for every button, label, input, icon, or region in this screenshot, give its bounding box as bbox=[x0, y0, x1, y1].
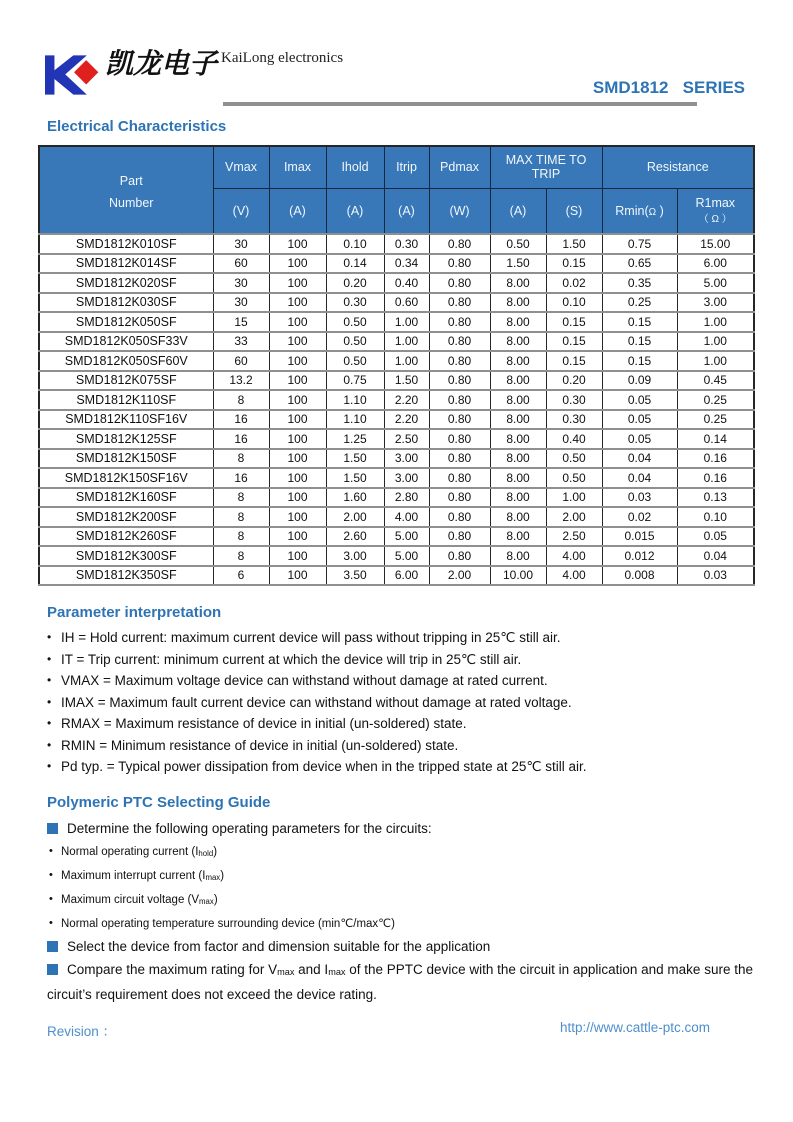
value-cell: 100 bbox=[269, 507, 326, 527]
value-cell: 0.05 bbox=[677, 527, 754, 547]
table-row bbox=[39, 351, 754, 371]
table-row bbox=[39, 332, 754, 352]
value-cell: 2.00 bbox=[429, 566, 490, 586]
value-cell: 0.35 bbox=[602, 273, 677, 293]
value-cell: 5.00 bbox=[677, 273, 754, 293]
table-row bbox=[39, 566, 754, 586]
value-cell: 0.80 bbox=[429, 312, 490, 332]
part-number-cell: SMD1812K300SF bbox=[39, 546, 213, 566]
col-resistance: Resistance bbox=[602, 146, 754, 188]
value-cell: 0.05 bbox=[602, 410, 677, 430]
website-link[interactable]: http://www.cattle-ptc.com bbox=[559, 1019, 710, 1035]
part-number-cell: SMD1812K150SF16V bbox=[39, 468, 213, 488]
company-name-english: KaiLong electronics bbox=[221, 50, 344, 66]
unit-trip-a: (A) bbox=[490, 188, 546, 234]
electrical-characteristics-title: Electrical Characteristics bbox=[47, 118, 227, 135]
selecting-guide-title: Polymeric PTC Selecting Guide bbox=[47, 793, 271, 811]
value-cell: 0.15 bbox=[602, 312, 677, 332]
value-cell: 8 bbox=[213, 507, 269, 527]
guide-text: Maximum interrupt current $(I_{max})$ bbox=[61, 869, 225, 882]
value-cell: 8 bbox=[213, 488, 269, 508]
header-divider bbox=[223, 102, 697, 106]
table-row bbox=[39, 234, 754, 254]
value-cell: 0.04 bbox=[602, 449, 677, 469]
value-cell: 0.34 bbox=[384, 254, 429, 274]
value-cell: 0.40 bbox=[546, 429, 602, 449]
unit-ihold: (A) bbox=[326, 188, 384, 234]
value-cell: 0.05 bbox=[602, 390, 677, 410]
table-row bbox=[39, 273, 754, 293]
part-number-cell: SMD1812K150SF bbox=[39, 449, 213, 469]
parameter-item bbox=[47, 627, 753, 649]
table-row bbox=[39, 527, 754, 547]
value-cell: 16 bbox=[213, 468, 269, 488]
square-bullet-icon bbox=[47, 823, 58, 834]
value-cell: 100 bbox=[269, 449, 326, 469]
value-cell: 30 bbox=[213, 273, 269, 293]
value-cell: 3.00 bbox=[384, 449, 429, 469]
unit-pdmax: (W) bbox=[429, 188, 490, 234]
parameter-item bbox=[47, 692, 753, 714]
value-cell: 0.03 bbox=[677, 566, 754, 586]
part-number-cell: SMD1812K075SF bbox=[39, 371, 213, 391]
value-cell: 2.00 bbox=[326, 507, 384, 527]
value-cell: 3.00 bbox=[384, 468, 429, 488]
value-cell: 0.25 bbox=[677, 390, 754, 410]
value-cell: 0.30 bbox=[326, 293, 384, 313]
value-cell: 100 bbox=[269, 371, 326, 391]
value-cell: 8 bbox=[213, 449, 269, 469]
parameter-interpretation-title: Parameter interpretation bbox=[47, 604, 222, 621]
value-cell: 8.00 bbox=[490, 468, 546, 488]
value-cell: 8.00 bbox=[490, 429, 546, 449]
value-cell: 1.50 bbox=[326, 449, 384, 469]
value-cell: 0.50 bbox=[326, 332, 384, 352]
value-cell: 2.20 bbox=[384, 390, 429, 410]
value-cell: 4.00 bbox=[546, 546, 602, 566]
value-cell: 1.00 bbox=[677, 351, 754, 371]
value-cell: 0.16 bbox=[677, 449, 754, 469]
part-number-cell: SMD1812K160SF bbox=[39, 488, 213, 508]
parameter-item bbox=[47, 713, 753, 735]
col-ihold: Ihold bbox=[326, 146, 384, 188]
value-cell: 15 bbox=[213, 312, 269, 332]
value-cell: 0.15 bbox=[546, 332, 602, 352]
value-cell: 15.00 bbox=[677, 234, 754, 254]
company-name-chinese: 凯龙电子 bbox=[105, 49, 218, 80]
value-cell: 0.05 bbox=[602, 429, 677, 449]
value-cell: 0.80 bbox=[429, 254, 490, 274]
guide-text: Compare the maximum rating for $V_{max}$ and $I_{max}$ of the PPTC device with the circuit in application and make sure the circuit’s requirement does not exceed the device rating. bbox=[47, 961, 753, 1002]
square-bullet-icon bbox=[47, 941, 58, 952]
guide-text: Normal operating current $(I_{hold})$ bbox=[61, 845, 218, 858]
parameter-item bbox=[47, 735, 753, 757]
bullet-icon: • bbox=[47, 716, 52, 730]
value-cell: 5.00 bbox=[384, 546, 429, 566]
value-cell: 60 bbox=[213, 254, 269, 274]
unit-trip-s: (S) bbox=[546, 188, 602, 234]
value-cell: 0.80 bbox=[429, 351, 490, 371]
value-cell: 5.00 bbox=[384, 527, 429, 547]
value-cell: 1.25 bbox=[326, 429, 384, 449]
value-cell: 8.00 bbox=[490, 351, 546, 371]
guide-item bbox=[49, 912, 757, 935]
part-number-cell: SMD1812K050SF60V bbox=[39, 351, 213, 371]
table-row bbox=[39, 254, 754, 274]
value-cell: 8.00 bbox=[490, 390, 546, 410]
value-cell: 0.13 bbox=[677, 488, 754, 508]
table-row bbox=[39, 410, 754, 430]
value-cell: 60 bbox=[213, 351, 269, 371]
guide-text: Normal operating temperature surrounding device (min℃/max℃) bbox=[61, 917, 395, 930]
table-row bbox=[39, 390, 754, 410]
bullet-icon: • bbox=[47, 694, 52, 709]
value-cell: 0.40 bbox=[384, 273, 429, 293]
value-cell: 0.50 bbox=[546, 449, 602, 469]
parameter-list bbox=[47, 627, 753, 778]
table-row bbox=[39, 488, 754, 508]
col-pdmax: Pdmax bbox=[429, 146, 490, 188]
value-cell: 8.00 bbox=[490, 507, 546, 527]
value-cell: 100 bbox=[269, 527, 326, 547]
value-cell: 0.15 bbox=[602, 332, 677, 352]
value-cell: 0.20 bbox=[546, 371, 602, 391]
value-cell: 1.50 bbox=[384, 371, 429, 391]
value-cell: 0.50 bbox=[326, 351, 384, 371]
bullet-icon: • bbox=[47, 737, 52, 752]
value-cell: 0.80 bbox=[429, 449, 490, 469]
electrical-characteristics-table bbox=[38, 145, 755, 586]
guide-item bbox=[47, 958, 757, 1006]
value-cell: 33 bbox=[213, 332, 269, 352]
value-cell: 0.80 bbox=[429, 527, 490, 547]
table-row bbox=[39, 371, 754, 391]
value-cell: 10.00 bbox=[490, 566, 546, 586]
value-cell: 0.10 bbox=[546, 293, 602, 313]
value-cell: 0.15 bbox=[602, 351, 677, 371]
unit-itrip: (A) bbox=[384, 188, 429, 234]
parameter-text: IMAX = Maximum fault current device can withstand without damage at rated voltage. bbox=[61, 694, 572, 710]
value-cell: 0.65 bbox=[602, 254, 677, 274]
value-cell: 1.00 bbox=[546, 488, 602, 508]
table-row bbox=[39, 312, 754, 332]
kailong-k-diamond-logo-icon bbox=[45, 50, 99, 100]
value-cell: 8 bbox=[213, 390, 269, 410]
parameter-text: RMIN = Minimum resistance of device in initial (un-soldered) state. bbox=[61, 737, 459, 753]
value-cell: 0.20 bbox=[326, 273, 384, 293]
guide-list bbox=[47, 817, 757, 1006]
value-cell: 2.20 bbox=[384, 410, 429, 430]
value-cell: 0.012 bbox=[602, 546, 677, 566]
value-cell: 1.00 bbox=[677, 312, 754, 332]
value-cell: 0.04 bbox=[677, 546, 754, 566]
table-body bbox=[39, 234, 754, 585]
value-cell: 8.00 bbox=[490, 527, 546, 547]
series-title: SMD1812 SERIES bbox=[592, 78, 745, 97]
guide-text: Maximum circuit voltage $(V_{max})$ bbox=[61, 893, 218, 906]
value-cell: 0.16 bbox=[677, 468, 754, 488]
bullet-icon: • bbox=[49, 916, 53, 929]
bullet-icon: • bbox=[47, 651, 52, 666]
value-cell: 0.50 bbox=[546, 468, 602, 488]
part-number-cell: SMD1812K350SF bbox=[39, 566, 213, 586]
guide-item bbox=[47, 817, 757, 840]
value-cell: 1.60 bbox=[326, 488, 384, 508]
value-cell: 16 bbox=[213, 429, 269, 449]
guide-text: Select the device from factor and dimension suitable for the application bbox=[67, 938, 491, 954]
value-cell: 0.80 bbox=[429, 234, 490, 254]
table-row bbox=[39, 293, 754, 313]
guide-item bbox=[49, 864, 757, 888]
value-cell: 0.30 bbox=[384, 234, 429, 254]
value-cell: 30 bbox=[213, 293, 269, 313]
parameter-text: IT = Trip current: minimum current at which the device will trip in 25℃ still air. bbox=[61, 651, 522, 667]
value-cell: 0.80 bbox=[429, 410, 490, 430]
value-cell: 1.10 bbox=[326, 390, 384, 410]
value-cell: 3.50 bbox=[326, 566, 384, 586]
guide-text: Determine the following operating parameters for the circuits: bbox=[67, 820, 432, 836]
bullet-icon: • bbox=[47, 630, 52, 644]
value-cell: 0.04 bbox=[602, 468, 677, 488]
value-cell: 0.02 bbox=[602, 507, 677, 527]
value-cell: 0.14 bbox=[677, 429, 754, 449]
value-cell: 100 bbox=[269, 351, 326, 371]
value-cell: 8.00 bbox=[490, 312, 546, 332]
value-cell: 0.80 bbox=[429, 507, 490, 527]
table-row bbox=[39, 449, 754, 469]
col-r1max: R1max （ Ω ） bbox=[677, 188, 754, 234]
value-cell: 100 bbox=[269, 410, 326, 430]
value-cell: 0.50 bbox=[326, 312, 384, 332]
value-cell: 0.45 bbox=[677, 371, 754, 391]
value-cell: 0.15 bbox=[546, 351, 602, 371]
value-cell: 8.00 bbox=[490, 449, 546, 469]
table-row bbox=[39, 546, 754, 566]
value-cell: 100 bbox=[269, 468, 326, 488]
table-row bbox=[39, 507, 754, 527]
col-vmax: Vmax bbox=[213, 146, 269, 188]
value-cell: 0.75 bbox=[326, 371, 384, 391]
col-itrip: Itrip bbox=[384, 146, 429, 188]
value-cell: 8.00 bbox=[490, 488, 546, 508]
value-cell: 16 bbox=[213, 410, 269, 430]
value-cell: 2.50 bbox=[546, 527, 602, 547]
value-cell: 0.80 bbox=[429, 429, 490, 449]
parameter-text: IH = Hold current: maximum current device will pass without tripping in 25℃ still air. bbox=[61, 630, 561, 645]
value-cell: 1.00 bbox=[677, 332, 754, 352]
value-cell: 4.00 bbox=[384, 507, 429, 527]
value-cell: 6.00 bbox=[384, 566, 429, 586]
value-cell: 8 bbox=[213, 546, 269, 566]
part-number-cell: SMD1812K260SF bbox=[39, 527, 213, 547]
table-row bbox=[39, 468, 754, 488]
value-cell: 0.25 bbox=[677, 410, 754, 430]
page-footer bbox=[47, 1020, 710, 1040]
value-cell: 2.50 bbox=[384, 429, 429, 449]
guide-item bbox=[47, 935, 757, 958]
value-cell: 3.00 bbox=[677, 293, 754, 313]
part-number-cell: SMD1812K020SF bbox=[39, 273, 213, 293]
value-cell: 100 bbox=[269, 332, 326, 352]
page-header bbox=[0, 0, 793, 102]
value-cell: 2.00 bbox=[546, 507, 602, 527]
value-cell: 0.03 bbox=[602, 488, 677, 508]
value-cell: 0.09 bbox=[602, 371, 677, 391]
bullet-icon: • bbox=[47, 673, 52, 687]
parameter-text: VMAX = Maximum voltage device can withstand without damage at rated current. bbox=[61, 673, 548, 688]
value-cell: 100 bbox=[269, 234, 326, 254]
value-cell: 0.80 bbox=[429, 332, 490, 352]
part-number-cell: SMD1812K110SF bbox=[39, 390, 213, 410]
table-row bbox=[39, 429, 754, 449]
value-cell: 1.00 bbox=[384, 351, 429, 371]
part-number-cell: SMD1812K030SF bbox=[39, 293, 213, 313]
value-cell: 3.00 bbox=[326, 546, 384, 566]
value-cell: 0.008 bbox=[602, 566, 677, 586]
value-cell: 4.00 bbox=[546, 566, 602, 586]
unit-imax: (A) bbox=[269, 188, 326, 234]
col-part-number: Part Number bbox=[39, 146, 213, 234]
value-cell: 0.10 bbox=[326, 234, 384, 254]
part-number-cell: SMD1812K200SF bbox=[39, 507, 213, 527]
value-cell: 1.10 bbox=[326, 410, 384, 430]
value-cell: 100 bbox=[269, 312, 326, 332]
part-number-cell: SMD1812K014SF bbox=[39, 254, 213, 274]
parameter-text: Pd typ. = Typical power dissipation from device when in the tripped state at 25℃ still air. bbox=[61, 759, 587, 774]
value-cell: 100 bbox=[269, 429, 326, 449]
value-cell: 8.00 bbox=[490, 273, 546, 293]
value-cell: 0.80 bbox=[429, 293, 490, 313]
value-cell: 1.00 bbox=[384, 312, 429, 332]
parameter-item bbox=[47, 756, 753, 778]
part-number-cell: SMD1812K125SF bbox=[39, 429, 213, 449]
parameter-item bbox=[47, 649, 753, 671]
part-number-cell: SMD1812K050SF bbox=[39, 312, 213, 332]
value-cell: 0.10 bbox=[677, 507, 754, 527]
value-cell: 0.80 bbox=[429, 468, 490, 488]
value-cell: 0.80 bbox=[429, 546, 490, 566]
value-cell: 8.00 bbox=[490, 371, 546, 391]
col-max-time-to-trip: MAX TIME TO TRIP bbox=[490, 146, 602, 188]
col-imax: Imax bbox=[269, 146, 326, 188]
value-cell: 13.2 bbox=[213, 371, 269, 391]
value-cell: 100 bbox=[269, 566, 326, 586]
bullet-icon: • bbox=[47, 759, 52, 773]
company-logo bbox=[45, 50, 343, 100]
value-cell: 100 bbox=[269, 488, 326, 508]
bullet-icon: • bbox=[49, 868, 53, 881]
value-cell: 0.80 bbox=[429, 371, 490, 391]
value-cell: 1.50 bbox=[490, 254, 546, 274]
value-cell: 2.60 bbox=[326, 527, 384, 547]
revision-label: Revision ： bbox=[47, 1023, 117, 1039]
part-number-cell: SMD1812K110SF16V bbox=[39, 410, 213, 430]
value-cell: 0.30 bbox=[546, 390, 602, 410]
value-cell: 0.25 bbox=[602, 293, 677, 313]
value-cell: 100 bbox=[269, 254, 326, 274]
value-cell: 6.00 bbox=[677, 254, 754, 274]
value-cell: 8.00 bbox=[490, 546, 546, 566]
value-cell: 1.00 bbox=[384, 332, 429, 352]
col-rmin: Rmin(Ω ) bbox=[602, 188, 677, 234]
value-cell: 0.60 bbox=[384, 293, 429, 313]
part-number-cell: SMD1812K010SF bbox=[39, 234, 213, 254]
value-cell: 8 bbox=[213, 527, 269, 547]
value-cell: 0.15 bbox=[546, 254, 602, 274]
value-cell: 100 bbox=[269, 273, 326, 293]
unit-vmax: (V) bbox=[213, 188, 269, 234]
parameter-text: RMAX = Maximum resistance of device in initial (un-soldered) state. bbox=[61, 716, 467, 731]
bullet-icon: • bbox=[49, 844, 53, 857]
part-number-cell: SMD1812K050SF33V bbox=[39, 332, 213, 352]
value-cell: 0.50 bbox=[490, 234, 546, 254]
table-header bbox=[39, 146, 754, 234]
value-cell: 0.80 bbox=[429, 390, 490, 410]
value-cell: 0.015 bbox=[602, 527, 677, 547]
value-cell: 30 bbox=[213, 234, 269, 254]
value-cell: 0.15 bbox=[546, 312, 602, 332]
value-cell: 0.80 bbox=[429, 273, 490, 293]
value-cell: 100 bbox=[269, 546, 326, 566]
value-cell: 100 bbox=[269, 293, 326, 313]
guide-item bbox=[49, 840, 757, 864]
value-cell: 1.50 bbox=[326, 468, 384, 488]
value-cell: 0.14 bbox=[326, 254, 384, 274]
value-cell: 100 bbox=[269, 390, 326, 410]
value-cell: 8.00 bbox=[490, 410, 546, 430]
value-cell: 2.80 bbox=[384, 488, 429, 508]
value-cell: 6 bbox=[213, 566, 269, 586]
guide-item bbox=[49, 888, 757, 912]
value-cell: 0.75 bbox=[602, 234, 677, 254]
value-cell: 0.02 bbox=[546, 273, 602, 293]
bullet-icon: • bbox=[49, 892, 53, 905]
value-cell: 0.80 bbox=[429, 488, 490, 508]
square-bullet-icon bbox=[47, 964, 58, 975]
value-cell: 8.00 bbox=[490, 293, 546, 313]
value-cell: 8.00 bbox=[490, 332, 546, 352]
value-cell: 0.30 bbox=[546, 410, 602, 430]
parameter-item bbox=[47, 670, 753, 692]
value-cell: 1.50 bbox=[546, 234, 602, 254]
